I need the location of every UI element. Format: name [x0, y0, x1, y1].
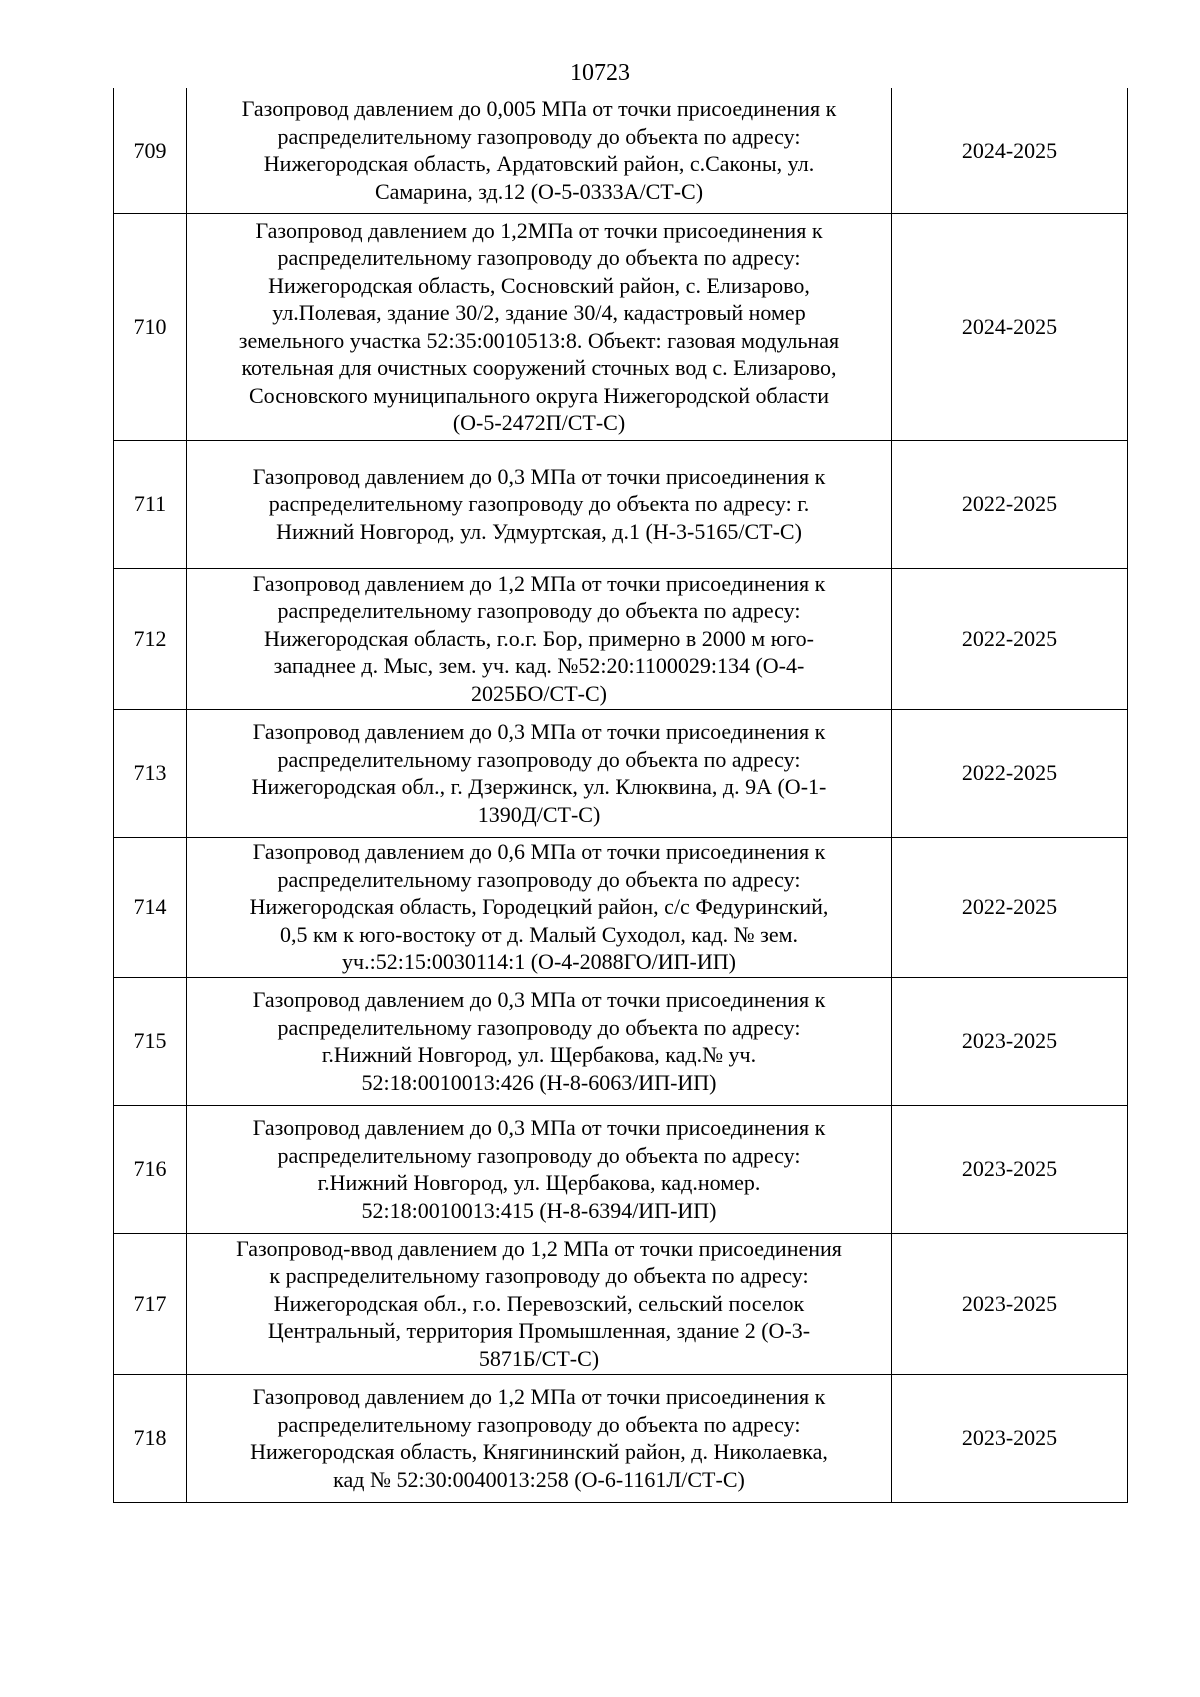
row-number: 716 [114, 1105, 187, 1233]
row-number: 711 [114, 440, 187, 568]
table-row [114, 977, 1128, 1105]
row-period: 2023-2025 [892, 977, 1128, 1105]
row-period: 2024-2025 [892, 88, 1128, 213]
table-row [114, 1374, 1128, 1502]
row-period: 2024-2025 [892, 213, 1128, 440]
row-period: 2023-2025 [892, 1374, 1128, 1502]
table-row [114, 709, 1128, 837]
row-period: 2022-2025 [892, 440, 1128, 568]
row-number: 709 [114, 88, 187, 213]
gas-pipeline-table [113, 88, 1128, 1503]
row-description: Газопровод давлением до 0,3 МПа от точки присоединения к распределительному газопроводу до объекта по адресу: г. Нижний Новгород, ул. Удмуртская, д.1 (Н-3-5165/СТ-С) [187, 440, 892, 568]
row-description: Газопровод давлением до 0,3 МПа от точки присоединения к распределительному газопроводу до объекта по адресу: г.Нижний Новгород, ул. Щербакова, кад.№ уч. 52:18:0010013:426 (Н-8-6063/ИП-ИП) [187, 977, 892, 1105]
row-number: 710 [114, 213, 187, 440]
row-description: Газопровод давлением до 0,6 МПа от точки присоединения к распределительному газопроводу до объекта по адресу: Нижегородская область, Городецкий район, с/с Федуринский, 0,5 км к юго-востоку от д. Малый Суходол, кад. № зем. уч.:52:15:0030114:1 (О-4-2088ГО/ИП-ИП) [187, 837, 892, 977]
table-row [114, 568, 1128, 709]
row-description: Газопровод давлением до 0,3 МПа от точки присоединения к распределительному газопроводу до объекта по адресу: Нижегородская обл., г. Дзержинск, ул. Клюквина, д. 9А (О-1- 1390Д/СТ-С) [187, 709, 892, 837]
row-description: Газопровод давлением до 0,3 МПа от точки присоединения к распределительному газопроводу до объекта по адресу: г.Нижний Новгород, ул. Щербакова, кад.номер. 52:18:0010013:415 (Н-8-6394/ИП-ИП) [187, 1105, 892, 1233]
row-period: 2022-2025 [892, 709, 1128, 837]
row-number: 718 [114, 1374, 187, 1502]
table-row [114, 440, 1128, 568]
row-description: Газопровод давлением до 1,2МПа от точки присоединения к распределительному газопроводу до объекта по адресу: Нижегородская область, Сосновский район, с. Елизарово, ул.Полевая, здание 30/2, здание 30/4, кадастровый номер земельного участка 52:35:0010513:8. Объект: газовая модульная котельная для очистных сооружений сточных вод с. Елизарово, Сосновского муниципального округа Нижегородской области (О-5-2472П/СТ-С) [187, 213, 892, 440]
row-number: 715 [114, 977, 187, 1105]
row-description: Газопровод давлением до 0,005 МПа от точки присоединения к распределительному газопроводу до объекта по адресу: Нижегородская область, Ардатовский район, с.Саконы, ул. Самарина, зд.12 (О-5-0333А/СТ-С) [187, 88, 892, 213]
row-period: 2022-2025 [892, 568, 1128, 709]
table-row [114, 837, 1128, 977]
row-description: Газопровод давлением до 1,2 МПа от точки присоединения к распределительному газопроводу до объекта по адресу: Нижегородская область, Княгининский район, д. Николаевка, кад № 52:30:0040013:258 (О-6-1161Л/СТ-С) [187, 1374, 892, 1502]
row-number: 717 [114, 1233, 187, 1374]
page-number: 10723 [570, 60, 630, 86]
table-row [114, 1105, 1128, 1233]
row-number: 712 [114, 568, 187, 709]
row-period: 2022-2025 [892, 837, 1128, 977]
row-number: 713 [114, 709, 187, 837]
row-description: Газопровод-ввод давлением до 1,2 МПа от точки присоединения к распределительному газопроводу до объекта по адресу: Нижегородская обл., г.о. Перевозский, сельский поселок Центральный, территория Промышленная, здание 2 (О-3- 5871Б/СТ-С) [187, 1233, 892, 1374]
row-description: Газопровод давлением до 1,2 МПа от точки присоединения к распределительному газопроводу до объекта по адресу: Нижегородская область, г.о.г. Бор, примерно в 2000 м юго- западнее д. Мыс, зем. уч. кад. №52:20:1100029:134 (О-4- 2025БО/СТ-С) [187, 568, 892, 709]
table-row [114, 1233, 1128, 1374]
table-row [114, 213, 1128, 440]
row-period: 2023-2025 [892, 1105, 1128, 1233]
row-period: 2023-2025 [892, 1233, 1128, 1374]
table-row [114, 88, 1128, 213]
row-number: 714 [114, 837, 187, 977]
